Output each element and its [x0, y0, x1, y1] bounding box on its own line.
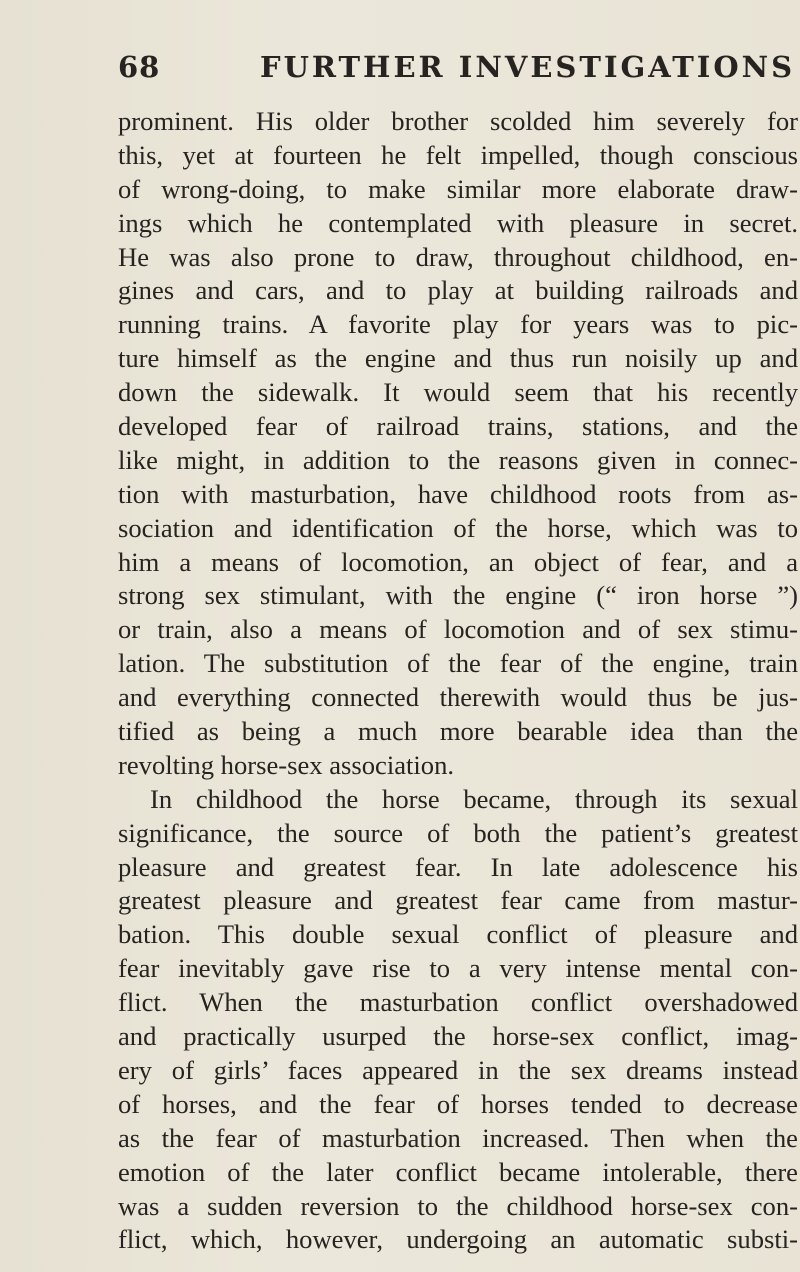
text-line: developed fear of railroad trains, stations, and the — [118, 411, 798, 442]
text-line: sociation and identification of the horse, which was to — [118, 512, 798, 543]
body-text — [118, 105, 798, 1257]
text-line: bation. This double sexual conflict of pleasure and — [118, 919, 798, 950]
text-line: emotion of the later conflict became intolerable, there — [118, 1156, 798, 1187]
text-line: strong sex stimulant, with the engine (“ iron horse ”) — [118, 580, 798, 611]
text-line: ture himself as the engine and thus run noisily up and — [118, 343, 798, 374]
text-line: running trains. A favorite play for years was to pic- — [118, 309, 798, 340]
running-title: FURTHER INVESTIGATIONS — [260, 50, 796, 84]
text-line: lation. The substitution of the fear of the engine, train — [118, 648, 798, 679]
paragraph-end-line: revolting horse-sex association. — [118, 749, 455, 780]
text-line: ings which he contemplated with pleasure in secret. — [118, 207, 798, 238]
text-line: of horses, and the fear of horses tended to decrease — [118, 1088, 798, 1119]
text-line: ery of girls’ faces appeared in the sex dreams instead — [118, 1054, 798, 1085]
text-line: of wrong-doing, to make similar more elaborate draw- — [118, 173, 798, 204]
text-line: as the fear of masturbation increased. Then when the — [118, 1122, 798, 1153]
text-line: significance, the source of both the patient’s greatest — [118, 817, 798, 848]
text-line: and everything connected therewith would thus be jus- — [118, 682, 798, 713]
text-line: tified as being a much more bearable idea than the — [118, 716, 798, 747]
text-line: like might, in addition to the reasons given in connec- — [118, 444, 798, 475]
text-line: and practically usurped the horse-sex conflict, imag- — [118, 1021, 798, 1052]
text-line: fear inevitably gave rise to a very intense mental con- — [118, 953, 798, 984]
text-line: He was also prone to draw, throughout childhood, en- — [118, 241, 798, 272]
text-line: flict. When the masturbation conflict overshadowed — [118, 987, 798, 1018]
text-line: down the sidewalk. It would seem that his recently — [118, 377, 798, 408]
text-line: pleasure and greatest fear. In late adolescence his — [118, 851, 798, 882]
text-line: was a sudden reversion to the childhood horse-sex con- — [118, 1190, 798, 1221]
text-line: this, yet at fourteen he felt impelled, though conscious — [118, 139, 798, 170]
page-number: 68 — [118, 50, 161, 84]
text-line: gines and cars, and to play at building railroads and — [118, 275, 798, 306]
text-line: or train, also a means of locomotion and of sex stimu- — [118, 614, 798, 645]
text-line: flict, which, however, undergoing an automatic substi- — [118, 1224, 798, 1255]
text-line: tion with masturbation, have childhood roots from as- — [118, 478, 798, 509]
text-line: him a means of locomotion, an object of fear, and a — [118, 546, 798, 577]
running-head — [118, 50, 796, 90]
text-line: greatest pleasure and greatest fear came from mastur- — [118, 885, 798, 916]
paragraph-start-line: In childhood the horse became, through its sexual — [150, 783, 798, 814]
text-line: prominent. His older brother scolded him severely for — [118, 106, 798, 136]
